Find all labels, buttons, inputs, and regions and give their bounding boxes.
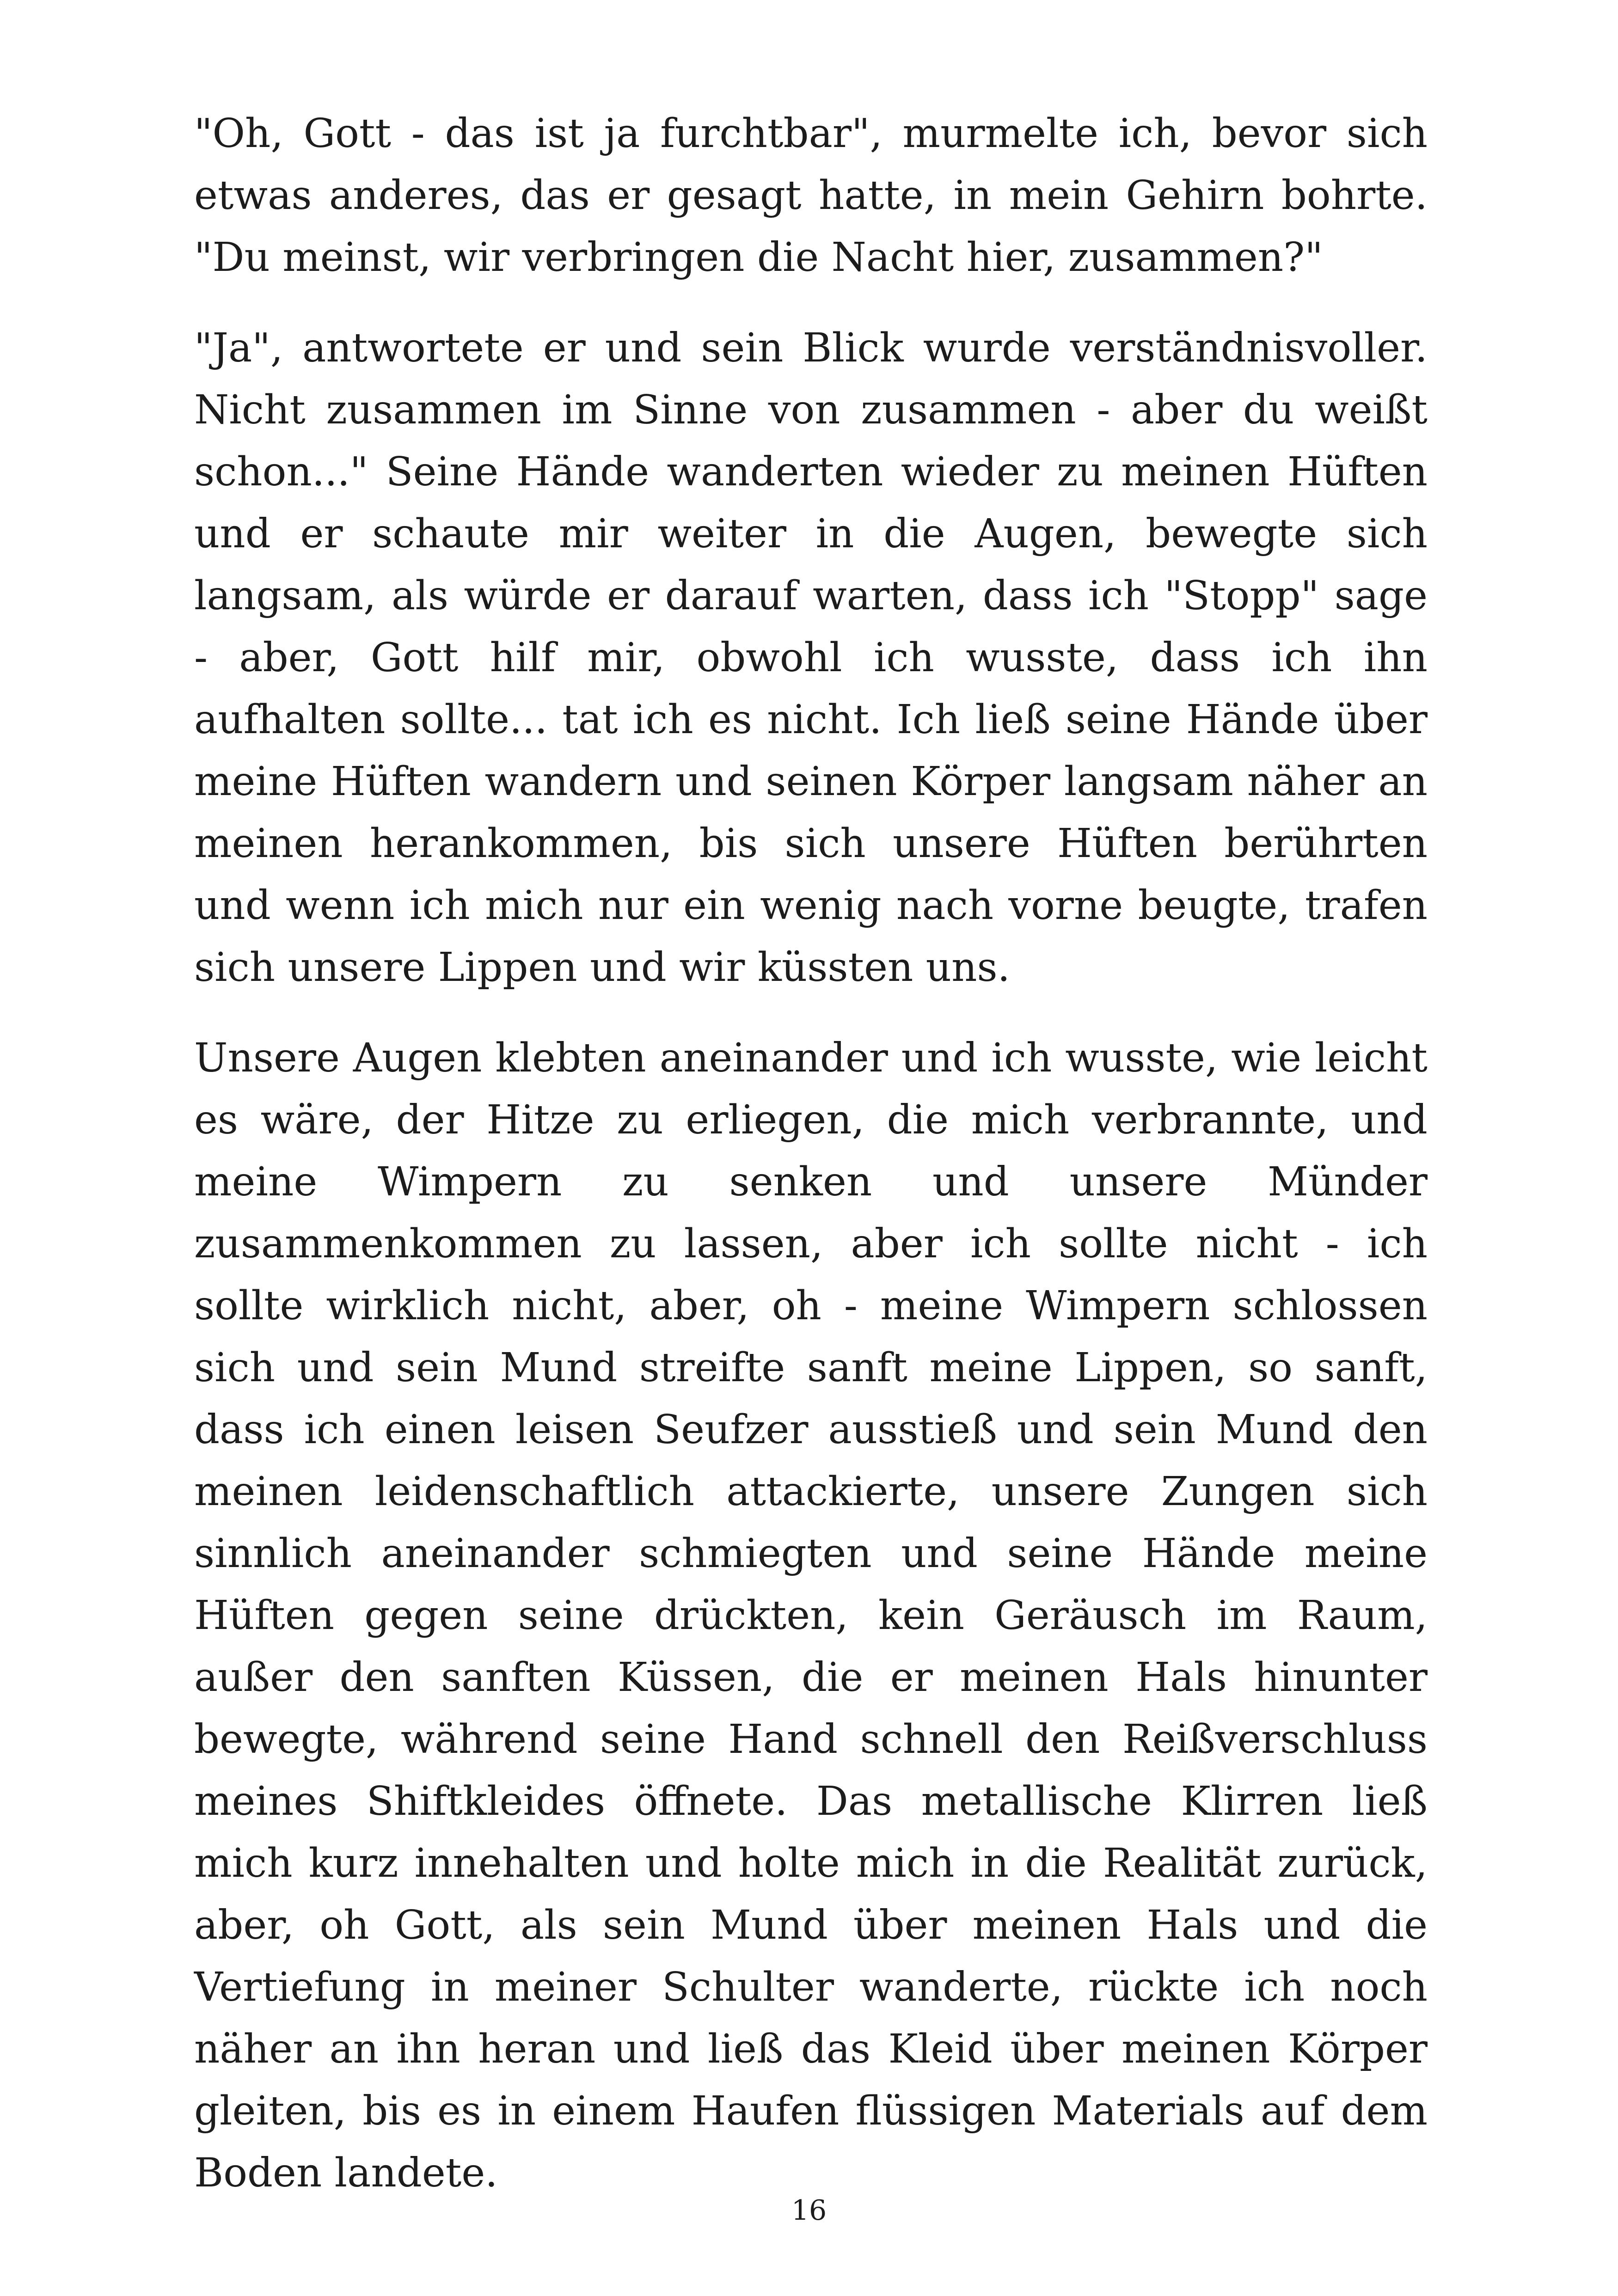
body-text [194,103,1428,2233]
paragraph-1: "Oh, Gott - das ist ja furchtbar", murmelte ich, bevor sich etwas anderes, das er gesagt hatte, in mein Gehirn bohrte. "Du meinst, wir verbringen die Nacht hier, zusammen?" [194,110,1428,281]
paragraph-2: "Ja", antwortete er und sein Blick wurde verständnisvoller. Nicht zusammen im Sinne von zusammen - aber du weißt schon..." Seine Hände wanderten wieder zu meinen Hüften und er schaute mir weiter in die Augen, bewegte sich langsam, als würde er darauf warten, dass ich "Stopp" sage - aber, Gott hilf mir, obwohl ich wusste, dass ich ihn aufhalten sollte... tat ich es nicht. Ich ließ seine Hände über meine Hüften wandern und seinen Körper langsam näher an meinen herankommen, bis sich unsere Hüften berührten und wenn ich mich nur ein wenig nach vorne beugte, trafen sich unsere Lippen und wir küssten uns. [194,325,1428,991]
paragraph-3: Unsere Augen klebten aneinander und ich wusste, wie leicht es wäre, der Hitze zu erliegen, die mich verbrannte, und meine Wimpern zu senken und unsere Münder zusammenkommen zu lassen, aber ich sollte nicht - ich sollte wirklich nicht, aber, oh - meine Wimpern schlossen sich und sein Mund streifte sanft meine Lippen, so sanft, dass ich einen leisen Seufzer ausstieß und sein Mund den meinen leidenschaftlich attackierte, unsere Zungen sich sinnlich aneinander schmiegten und seine Hände meine Hüften gegen seine drückten, kein Geräusch im Raum, außer den sanften Küssen, die er meinen Hals hinunter bewegte, während seine Hand schnell den Reißverschluss meines Shiftkleides öffnete. Das metallische Klirren ließ mich kurz innehalten und holte mich in die Realität zurück, aber, oh Gott, als sein Mund über meinen Hals und die Vertiefung in meiner Schulter wanderte, rückte ich noch näher an ihn heran und ließ das Kleid über meinen Körper gleiten, bis es in einem Haufen flüssigen Materials auf dem Boden landete. [194,1035,1428,2196]
page-number: 16 [791,2194,827,2227]
